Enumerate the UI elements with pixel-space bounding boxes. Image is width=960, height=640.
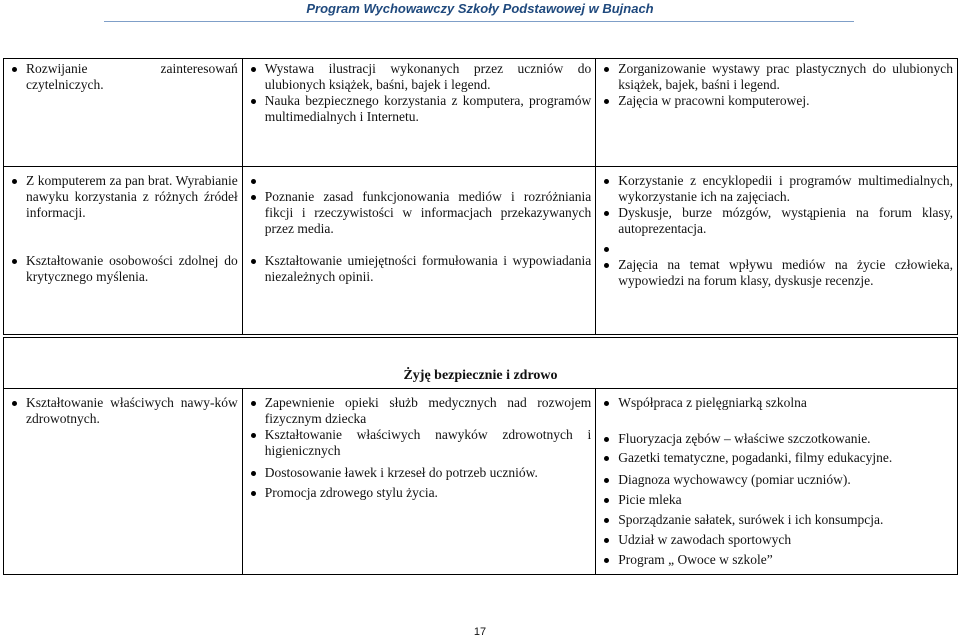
tasks-cell	[242, 167, 596, 335]
list-item: Gazetki tematyczne, pogadanki, filmy edukacyjne.	[600, 450, 953, 466]
list-item: Dyskusje, burze mózgów, wystąpienia na forum klasy, autoprezentacja.	[600, 205, 953, 237]
list-item: Współpraca z pielęgniarką szkolna	[600, 395, 953, 411]
header-rule	[104, 21, 854, 22]
list-item: Sporządzanie sałatek, surówek i ich konsumpcja.	[600, 512, 953, 528]
list-item: Rozwijanie zainteresowań czytelniczych.	[8, 61, 238, 93]
goals-cell	[4, 167, 243, 335]
methods-cell	[596, 167, 958, 335]
program-table-health	[3, 337, 958, 575]
tasks-cell	[242, 389, 596, 575]
list-item: Kształtowanie umiejętności formułowania i wypowiadania niezależnych opinii.	[247, 253, 592, 285]
list-item: Zapewnienie opieki służb medycznych nad rozwojem fizycznym dziecka	[247, 395, 592, 427]
list-item	[600, 241, 953, 257]
list-item: Zajęcia w pracowni komputerowej.	[600, 93, 953, 109]
tasks-cell	[242, 59, 596, 167]
table-row	[4, 389, 958, 575]
table-row	[4, 59, 958, 167]
list-item: Korzystanie z encyklopedii i programów multimedialnych, wykorzystanie ich na zajęciach.	[600, 173, 953, 205]
page-header: Program Wychowawczy Szkoły Podstawowej w Bujnach	[306, 1, 654, 16]
list-item: Kształtowanie osobowości zdolnej do krytycznego myślenia.	[8, 253, 238, 285]
page-number: 17	[473, 626, 487, 638]
list-item: Dostosowanie ławek i krzeseł do potrzeb uczniów.	[247, 465, 592, 481]
methods-cell	[596, 389, 958, 575]
list-item: Z komputerem za pan brat. Wyrabianie nawyku korzystania z różnych źródeł informacji.	[8, 173, 238, 221]
section-title: Żyję bezpiecznie i zdrowo	[4, 338, 958, 389]
list-item: Promocja zdrowego stylu życia.	[247, 485, 592, 501]
list-item: Kształtowanie właściwych nawy-ków zdrowotnych.	[8, 395, 238, 427]
table-row	[4, 167, 958, 335]
list-item: Udział w zawodach sportowych	[600, 532, 953, 548]
methods-cell	[596, 59, 958, 167]
goals-cell	[4, 59, 243, 167]
list-item: Nauka bezpiecznego korzystania z komputera, programów multimedialnych i Internetu.	[247, 93, 592, 125]
program-table-top	[3, 58, 958, 335]
list-item: Wystawa ilustracji wykonanych przez uczniów do ulubionych książek, baśni, bajek i legend.	[247, 61, 592, 93]
list-item: Zorganizowanie wystawy prac plastycznych do ulubionych książek, bajek, baśni i legend.	[600, 61, 953, 93]
list-item	[247, 173, 592, 189]
list-item: Zajęcia na temat wpływu mediów na życie człowieka, wypowiedzi na forum klasy, dyskusje recenzje.	[600, 257, 953, 289]
list-item: Program „ Owoce w szkole”	[600, 552, 953, 568]
goals-cell	[4, 389, 243, 575]
section-header-row	[4, 338, 958, 389]
list-item: Kształtowanie właściwych nawyków zdrowotnych i higienicznych	[247, 427, 592, 459]
list-item: Picie mleka	[600, 492, 953, 508]
list-item: Poznanie zasad funkcjonowania mediów i rozróżniania fikcji i rzeczywistości w informacjach przekazywanych przez media.	[247, 189, 592, 237]
list-item: Fluoryzacja zębów – właściwe szczotkowanie.	[600, 431, 953, 447]
list-item: Diagnoza wychowawcy (pomiar uczniów).	[600, 472, 953, 488]
